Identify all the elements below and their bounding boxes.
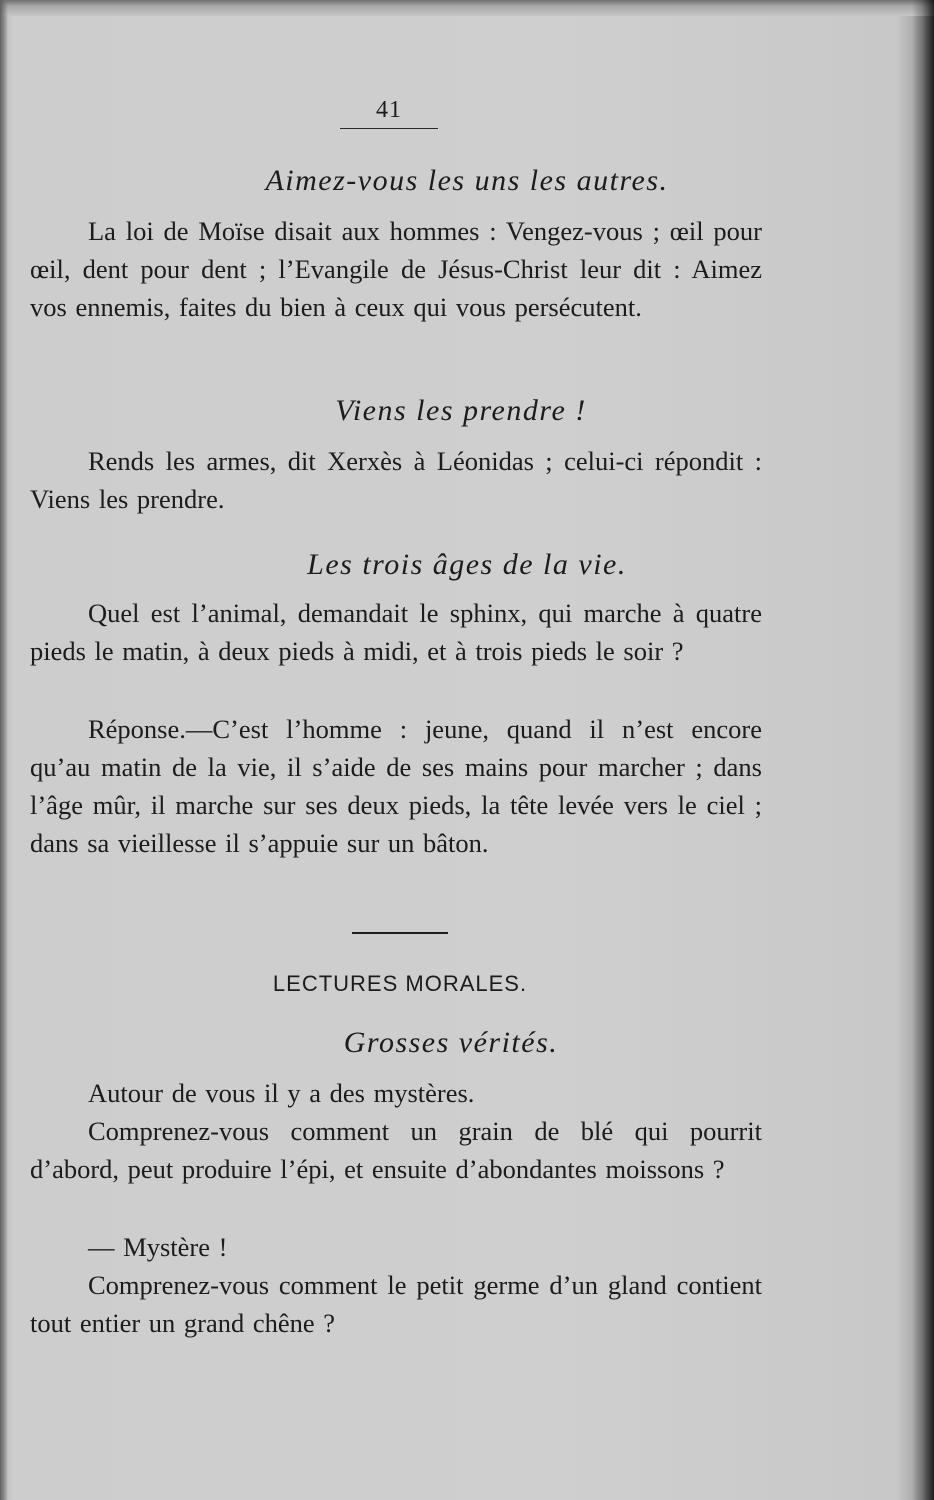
page-number-rule: [340, 128, 438, 129]
scan-right-edge: [912, 0, 934, 1500]
paragraph-moses-law: La loi de Moïse disait aux hommes : Vengez-vous ; œil pour œil, dent pour dent ; l’Evangile de Jésus-Christ leur dit : Aimez vos ennemis, faites du bien à ceux qui vous persécutent.: [30, 216, 762, 322]
paragraph-xerxes: Rends les armes, dit Xerxès à Léonidas ; celui-ci répondit : Viens les prendre.: [30, 446, 762, 514]
paragraph-acorn-oak: Comprenez-vous comment le petit germe d’un gland contient tout entier un grand chêne ?: [30, 1270, 762, 1338]
paragraph-sphinx-riddle: Quel est l’animal, demandait le sphinx, qui marche à quatre pieds le matin, à deux pieds à midi, et à trois pieds le soir ?: [30, 598, 762, 666]
section-heading-three-ages: Les trois âges de la vie.: [307, 548, 627, 581]
part-title: LECTURES MORALES.: [272, 971, 528, 996]
paragraph-mystery-exclamation: — Mystère !: [88, 1232, 228, 1262]
section-divider: [352, 932, 448, 934]
section-heading-leonidas: Viens les prendre !: [335, 394, 587, 427]
scan-top-shadow: [0, 0, 934, 16]
paragraph-riddle-answer: Réponse.—C’est l’homme : jeune, quand il n’est encore qu’au matin de la vie, il s’aide de ses mains pour marcher ; dans l’âge mûr, il marche sur ses deux pieds, la tête levée vers le ciel ; dans sa vieillesse il s’appuie sur un bâton.: [30, 714, 762, 858]
page-number: 41: [376, 97, 402, 123]
section-heading-love: Aimez-vous les uns les autres.: [265, 164, 669, 197]
paragraph-mysteries: Autour de vous il y a des mystères.: [88, 1078, 475, 1108]
paragraph-wheat-grain: Comprenez-vous comment un grain de blé qui pourrit d’abord, peut produire l’épi, et ensuite d’abondantes moissons ?: [30, 1116, 762, 1184]
section-heading-truths: Grosses vérités.: [343, 1026, 559, 1059]
scan-left-edge: [0, 0, 8, 1500]
